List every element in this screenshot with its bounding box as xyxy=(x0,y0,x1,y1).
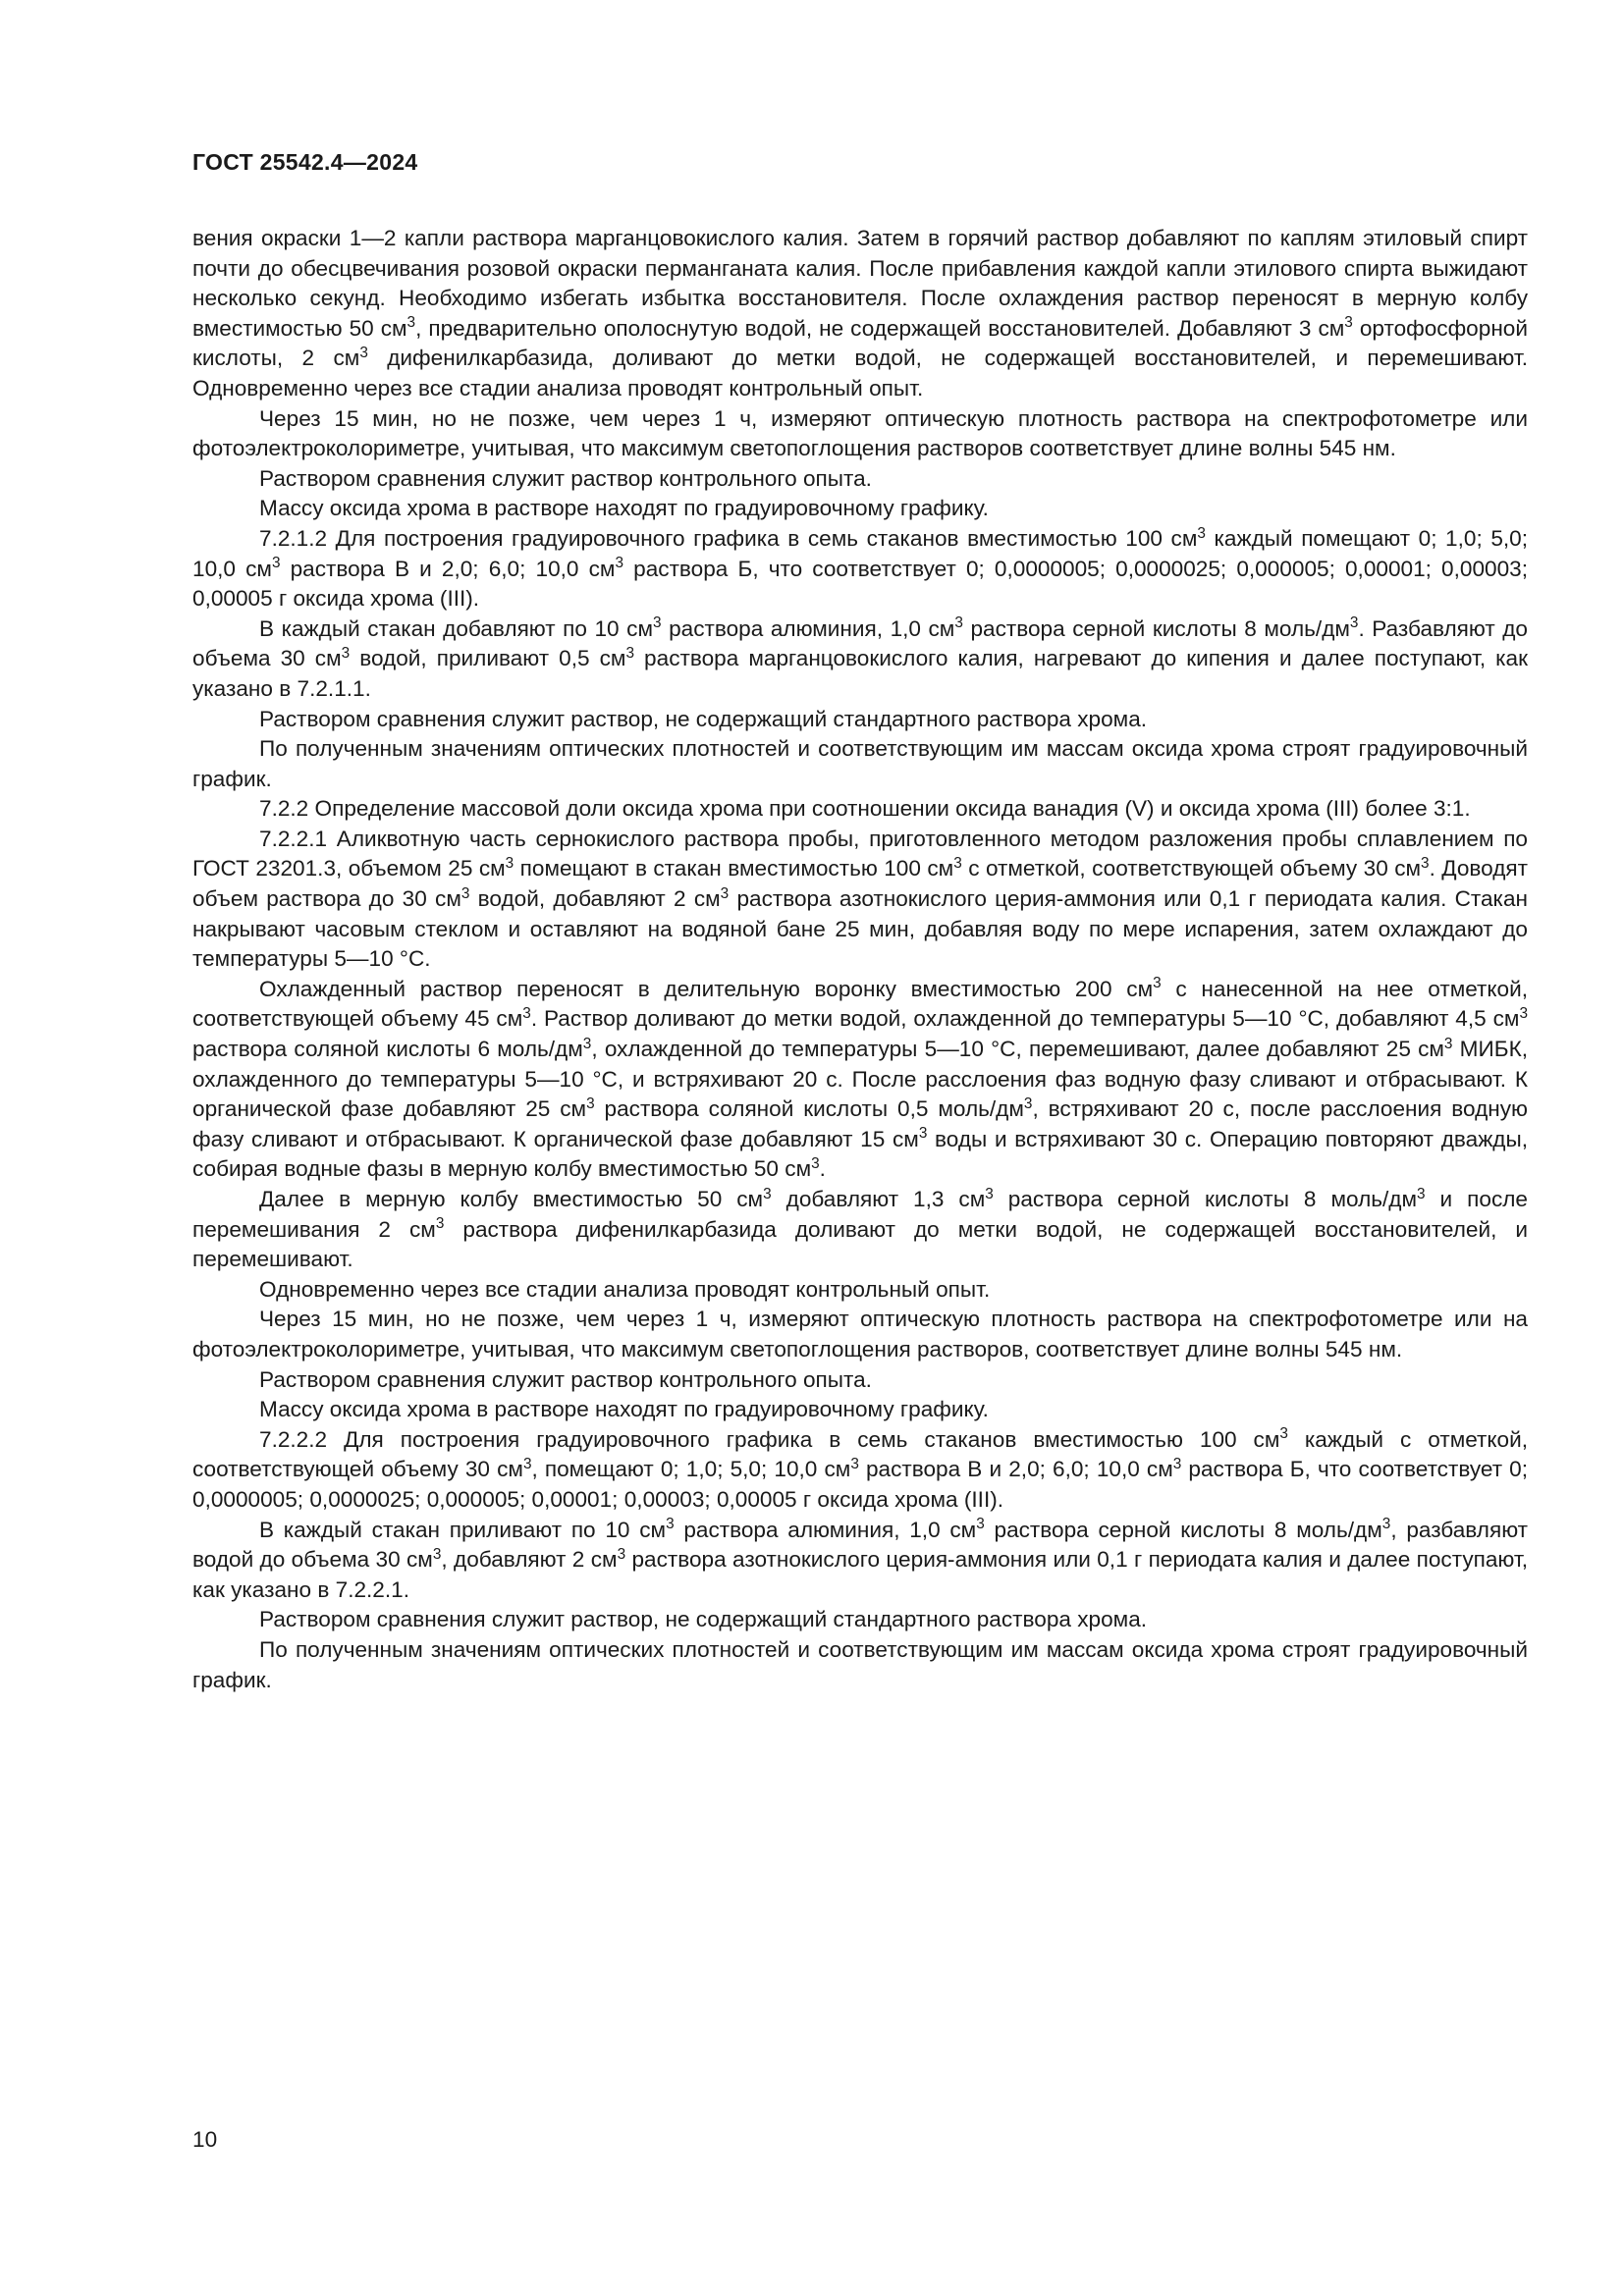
paragraph: По полученным значениям оптических плотностей и соответствующим им массам оксида хрома строят градуировочный график. xyxy=(192,1636,1528,1692)
paragraph: 7.2.1.2 Для построения градуировочного графика в семь стаканов вместимостью 100 $см^3$ каждый помещают 0; 1,0; 5,0; 10,0 $см^3$ раствора В и 2,0; 6,0; 10,0 $см^3$ раствора Б, что соответствует 0; 0,0000005; 0,0000025; 0,000005; 0,00001; 0,00003; 0,00005 г оксида хрома (III). xyxy=(192,524,1529,612)
page-number: 10 xyxy=(192,2127,218,2152)
paragraph: Массу оксида хрома в растворе находят по градуировочному графику. xyxy=(259,1397,989,1422)
paragraph: В каждый стакан приливают по 10 $см^3$ раствора алюминия, 1,0 $см^3$ раствора серной кислоты 8 моль/$дм^3$, разбавляют водой до объема 30 $см^3$, добавляют 2 $см^3$ раствора азотнокислого церия-аммония или 0,1 г периодата калия и далее поступают, как указано в 7.2.2.1. xyxy=(192,1516,1528,1602)
paragraph: 7.2.2 Определение массовой доли оксида хрома при соотношении оксида ванадия (V) и оксида хрома (III) более 3:1. xyxy=(259,796,1471,822)
paragraph: Раствором сравнения служит раствор, не содержащий стандартного раствора хрома. xyxy=(259,706,1148,731)
paragraph: В каждый стакан добавляют по 10 $см^3$ раствора алюминия, 1,0 $см^3$ раствора серной кислоты 8 моль/$дм^3$. Разбавляют до объема 30 $см^3$ водой, приливают 0,5 $см^3$ раствора марганцовокислого калия, нагревают до кипения и далее поступают, как указано в 7.2.1.1. xyxy=(192,614,1528,701)
paragraph: Через 15 мин, но не позже, чем через 1 ч, измеряют оптическую плотность раствора на спектрофотометре или на фотоэлектроколориметре, учитывая, что максимум светопоглощения растворов, соответствует длине волны 545 нм. xyxy=(192,1307,1528,1362)
document-body xyxy=(192,224,1528,1695)
paragraph: Далее в мерную колбу вместимостью 50 $см^3$ добавляют 1,3 $см^3$ раствора серной кислоты 8 моль/$дм^3$ и после перемешивания 2 $см^3$ раствора дифенилкарбазида доливают до метки водой, не содержащей восстановителей, и перемешивают. xyxy=(192,1185,1528,1272)
paragraph: 7.2.2.1 Аликвотную часть сернокислого раствора пробы, приготовленного методом разложения пробы сплавлением по ГОСТ 23201.3, объемом 25 $см^3$ помещают в стакан вместимостью 100 $см^3$ с отметкой, соответствующей объему 30 $см^3$. Доводят объем раствора до 30 $см^3$ водой, добавляют 2 $см^3$ раствора азотнокислого церия-аммония или 0,1 г периодата калия. Стакан накрывают часовым стеклом и оставляют на водяной бане 25 мин, добавляя воду по мере испарения, затем охлаждают до температуры 5—10 °С. xyxy=(192,826,1529,972)
paragraph: Массу оксида хрома в растворе находят по градуировочному графику. xyxy=(259,496,989,521)
paragraph: вения окраски 1—2 капли раствора марганцовокислого калия. Затем в горячий раствор добавляют по каплям этиловый спирт почти до обесцвечивания розовой окраски перманганата калия. После прибавления каждой капли этилового спирта выжидают несколько секунд. Необходимо избегать избытка восстановителя. После охлаждения раствор переносят в мерную колбу вместимостью 50 $см^3$, предварительно ополоснутую водой, не содержащей восстановителей. Добавляют 3 $см^3$ ортофосфорной кислоты, 2 $см^3$ дифенилкарбазида, доливают до метки водой, не содержащей восстановителей, и перемешивают. Одновременно через все стадии анализа проводят контрольный опыт. xyxy=(192,226,1528,400)
standard-header: ГОСТ 25542.4—2024 xyxy=(192,149,418,175)
paragraph: Через 15 мин, но не позже, чем через 1 ч, измеряют оптическую плотность раствора на спектрофотометре или фотоэлектроколориметре, учитывая, что максимум светопоглощения растворов соответствует длине волны 545 нм. xyxy=(192,405,1528,461)
paragraph: По полученным значениям оптических плотностей и соответствующим им массам оксида хрома строят градуировочный график. xyxy=(192,736,1528,791)
paragraph: Охлажденный раствор переносят в делительную воронку вместимостью 200 $см^3$ с нанесенной на нее отметкой, соответствующей объему 45 $см^3$. Раствор доливают до метки водой, охлажденной до температуры 5—10 °С, добавляют 4,5 $см^3$ раствора соляной кислоты 6 моль/$дм^3$, охлажденной до температуры 5—10 °С, перемешивают, далее добавляют 25 $см^3$ МИБК, охлажденного до температуры 5—10 °С, и встряхивают 20 с. После расслоения фаз водную фазу сливают и отбрасывают. К органической фазе добавляют 25 $см^3$ раствора соляной кислоты 0,5 моль/$дм^3$, встряхивают 20 с, после расслоения водную фазу сливают и отбрасывают. К органической фазе добавляют 15 $см^3$ воды и встряхивают 30 с. Операцию повторяют дважды, собирая водные фазы в мерную колбу вместимостью 50 $см^3$. xyxy=(192,975,1529,1182)
paragraph: 7.2.2.2 Для построения градуировочного графика в семь стаканов вместимостью 100 $см^3$ каждый с отметкой, соответствующей объему 30 $см^3$, помещают 0; 1,0; 5,0; 10,0 $см^3$ раствора В и 2,0; 6,0; 10,0 $см^3$ раствора Б, что соответствует 0; 0,0000005; 0,0000025; 0,000005; 0,00001; 0,00003; 0,00005 г оксида хрома (III). xyxy=(192,1425,1528,1512)
paragraph: Раствором сравнения служит раствор контрольного опыта. xyxy=(259,465,872,491)
paragraph: Раствором сравнения служит раствор, не содержащий стандартного раствора хрома. xyxy=(259,1607,1148,1632)
paragraph: Одновременно через все стадии анализа проводят контрольный опыт. xyxy=(259,1276,991,1302)
paragraph: Раствором сравнения служит раствор контрольного опыта. xyxy=(259,1366,872,1392)
